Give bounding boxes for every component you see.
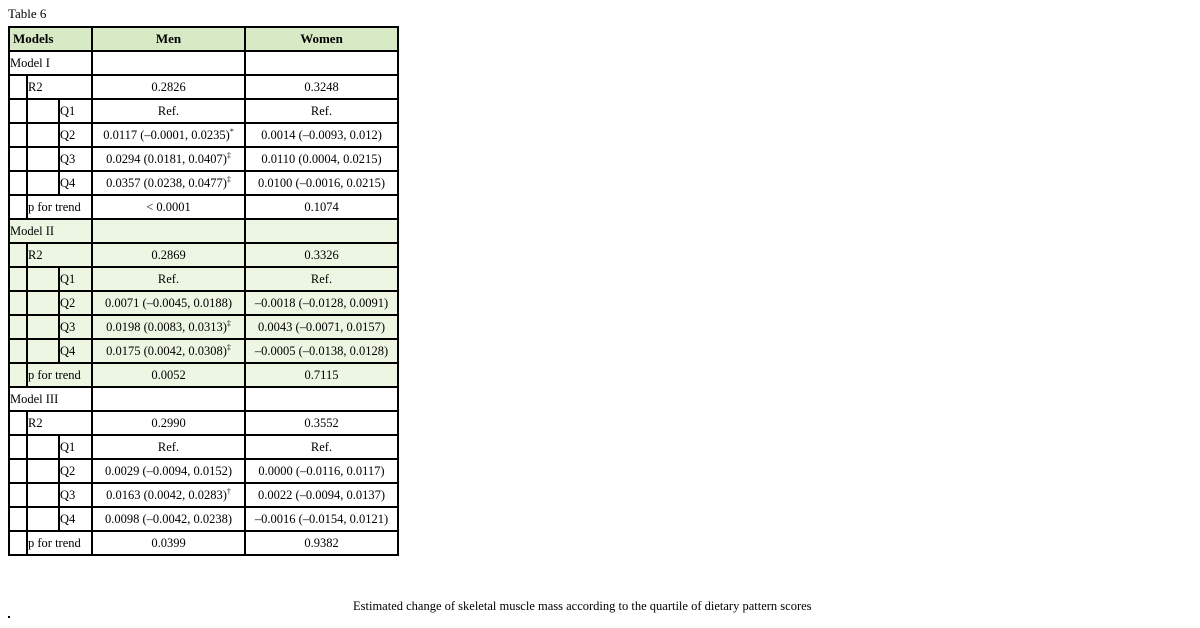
men-value: 0.0198 (0.0083, 0.0313) <box>106 320 227 334</box>
indent-cell <box>27 291 59 315</box>
significance-marker: † <box>226 486 231 496</box>
indent-cell <box>9 99 27 123</box>
men-value: 0.2826 <box>92 75 245 99</box>
indent-cell <box>9 75 27 99</box>
quartile-label: Q2 <box>59 123 92 147</box>
model-row <box>9 51 398 75</box>
men-value: Ref. <box>157 104 180 118</box>
quartile-label: Q2 <box>59 291 92 315</box>
indent-cell <box>9 363 27 387</box>
model-row <box>9 387 398 411</box>
indent-cell <box>9 315 27 339</box>
men-value-cell <box>92 507 245 531</box>
empty-cell <box>245 387 398 411</box>
men-value: 0.0175 (0.0042, 0.0308) <box>106 344 227 358</box>
quartile-row <box>9 267 398 291</box>
empty-cell <box>92 51 245 75</box>
men-value: 0.0052 <box>92 363 245 387</box>
trend-label: p for trend <box>27 363 92 387</box>
quartile-row <box>9 483 398 507</box>
men-value: 0.2869 <box>92 243 245 267</box>
indent-cell <box>9 483 27 507</box>
men-value-cell <box>92 147 245 171</box>
quartile-label: Q4 <box>59 507 92 531</box>
men-value-cell <box>92 483 245 507</box>
indent-cell <box>9 435 27 459</box>
trend-row <box>9 531 398 555</box>
quartile-label: Q4 <box>59 171 92 195</box>
men-value: Ref. <box>157 440 180 454</box>
model-row <box>9 219 398 243</box>
indent-cell <box>9 147 27 171</box>
empty-cell <box>92 219 245 243</box>
model-name: Model II <box>9 219 92 243</box>
model-name: Model III <box>9 387 92 411</box>
indent-cell <box>27 267 59 291</box>
women-value: 0.0100 (–0.0016, 0.0215) <box>245 171 398 195</box>
women-value: 0.0022 (–0.0094, 0.0137) <box>245 483 398 507</box>
quartile-label: Q1 <box>59 435 92 459</box>
men-value-cell <box>92 339 245 363</box>
significance-marker: ‡ <box>226 342 231 352</box>
men-value: 0.0071 (–0.0045, 0.0188) <box>104 296 233 310</box>
women-value: Ref. <box>245 267 398 291</box>
significance-marker: ‡ <box>226 150 231 160</box>
quartile-label: Q2 <box>59 459 92 483</box>
women-value: 0.3248 <box>245 75 398 99</box>
indent-cell <box>9 195 27 219</box>
indent-cell <box>9 171 27 195</box>
trend-label: p for trend <box>27 195 92 219</box>
indent-cell <box>27 315 59 339</box>
model-name: Model I <box>9 51 92 75</box>
table-label: Table 6 <box>8 6 47 21</box>
stray-mark <box>8 616 10 618</box>
indent-cell <box>9 291 27 315</box>
women-value: –0.0016 (–0.0154, 0.0121) <box>245 507 398 531</box>
men-value: < 0.0001 <box>92 195 245 219</box>
r2-label: R2 <box>27 411 92 435</box>
quartile-label: Q1 <box>59 99 92 123</box>
quartile-label: Q1 <box>59 267 92 291</box>
empty-cell <box>245 51 398 75</box>
header-women: Women <box>245 27 398 51</box>
men-value: 0.0357 (0.0238, 0.0477) <box>106 176 227 190</box>
women-value: 0.9382 <box>245 531 398 555</box>
men-value: 0.0294 (0.0181, 0.0407) <box>106 152 227 166</box>
r2-label: R2 <box>27 243 92 267</box>
women-value: –0.0018 (–0.0128, 0.0091) <box>245 291 398 315</box>
header-row <box>9 27 398 51</box>
quartile-row <box>9 99 398 123</box>
trend-row <box>9 363 398 387</box>
indent-cell <box>27 147 59 171</box>
quartile-row <box>9 147 398 171</box>
empty-cell <box>92 387 245 411</box>
men-value: 0.2990 <box>92 411 245 435</box>
indent-cell <box>9 243 27 267</box>
r2-row <box>9 75 398 99</box>
men-value-cell <box>92 267 245 291</box>
indent-cell <box>9 459 27 483</box>
indent-cell <box>9 123 27 147</box>
women-value: 0.0043 (–0.0071, 0.0157) <box>245 315 398 339</box>
indent-cell <box>9 531 27 555</box>
men-value-cell <box>92 459 245 483</box>
r2-label: R2 <box>27 75 92 99</box>
quartile-label: Q3 <box>59 315 92 339</box>
men-value: 0.0163 (0.0042, 0.0283) <box>106 488 227 502</box>
women-value: 0.0110 (0.0004, 0.0215) <box>245 147 398 171</box>
indent-cell <box>9 507 27 531</box>
indent-cell <box>27 459 59 483</box>
indent-cell <box>9 339 27 363</box>
quartile-label: Q4 <box>59 339 92 363</box>
indent-cell <box>9 411 27 435</box>
men-value-cell <box>92 123 245 147</box>
significance-marker: ‡ <box>226 174 231 184</box>
quartile-row <box>9 459 398 483</box>
women-value: –0.0005 (–0.0138, 0.0128) <box>245 339 398 363</box>
men-value: Ref. <box>157 272 180 286</box>
quartile-row <box>9 171 398 195</box>
indent-cell <box>27 435 59 459</box>
quartile-row <box>9 339 398 363</box>
indent-cell <box>27 99 59 123</box>
quartile-row <box>9 123 398 147</box>
women-value: 0.3326 <box>245 243 398 267</box>
r2-row <box>9 243 398 267</box>
men-value-cell <box>92 291 245 315</box>
table-caption: Estimated change of skeletal muscle mass according to the quartile of dietary pattern scores <box>353 599 812 613</box>
quartile-row <box>9 315 398 339</box>
empty-cell <box>245 219 398 243</box>
results-table <box>8 26 399 556</box>
trend-row <box>9 195 398 219</box>
indent-cell <box>27 339 59 363</box>
men-value: 0.0117 (–0.0001, 0.0235) <box>103 128 230 142</box>
women-value: Ref. <box>245 435 398 459</box>
header-men: Men <box>92 27 245 51</box>
header-models: Models <box>9 27 92 51</box>
indent-cell <box>27 507 59 531</box>
men-value: 0.0098 (–0.0042, 0.0238) <box>104 512 233 526</box>
quartile-label: Q3 <box>59 147 92 171</box>
significance-marker: * <box>229 126 234 136</box>
women-value: 0.0000 (–0.0116, 0.0117) <box>245 459 398 483</box>
indent-cell <box>9 267 27 291</box>
trend-label: p for trend <box>27 531 92 555</box>
indent-cell <box>27 171 59 195</box>
r2-row <box>9 411 398 435</box>
quartile-label: Q3 <box>59 483 92 507</box>
indent-cell <box>27 123 59 147</box>
quartile-row <box>9 291 398 315</box>
women-value: 0.3552 <box>245 411 398 435</box>
quartile-row <box>9 507 398 531</box>
table-body <box>9 51 398 555</box>
significance-marker: ‡ <box>226 318 231 328</box>
men-value: 0.0399 <box>92 531 245 555</box>
indent-cell <box>27 483 59 507</box>
women-value: Ref. <box>245 99 398 123</box>
men-value: 0.0029 (–0.0094, 0.0152) <box>104 464 233 478</box>
men-value-cell <box>92 435 245 459</box>
women-value: 0.7115 <box>245 363 398 387</box>
women-value: 0.1074 <box>245 195 398 219</box>
men-value-cell <box>92 99 245 123</box>
women-value: 0.0014 (–0.0093, 0.012) <box>245 123 398 147</box>
men-value-cell <box>92 171 245 195</box>
quartile-row <box>9 435 398 459</box>
men-value-cell <box>92 315 245 339</box>
